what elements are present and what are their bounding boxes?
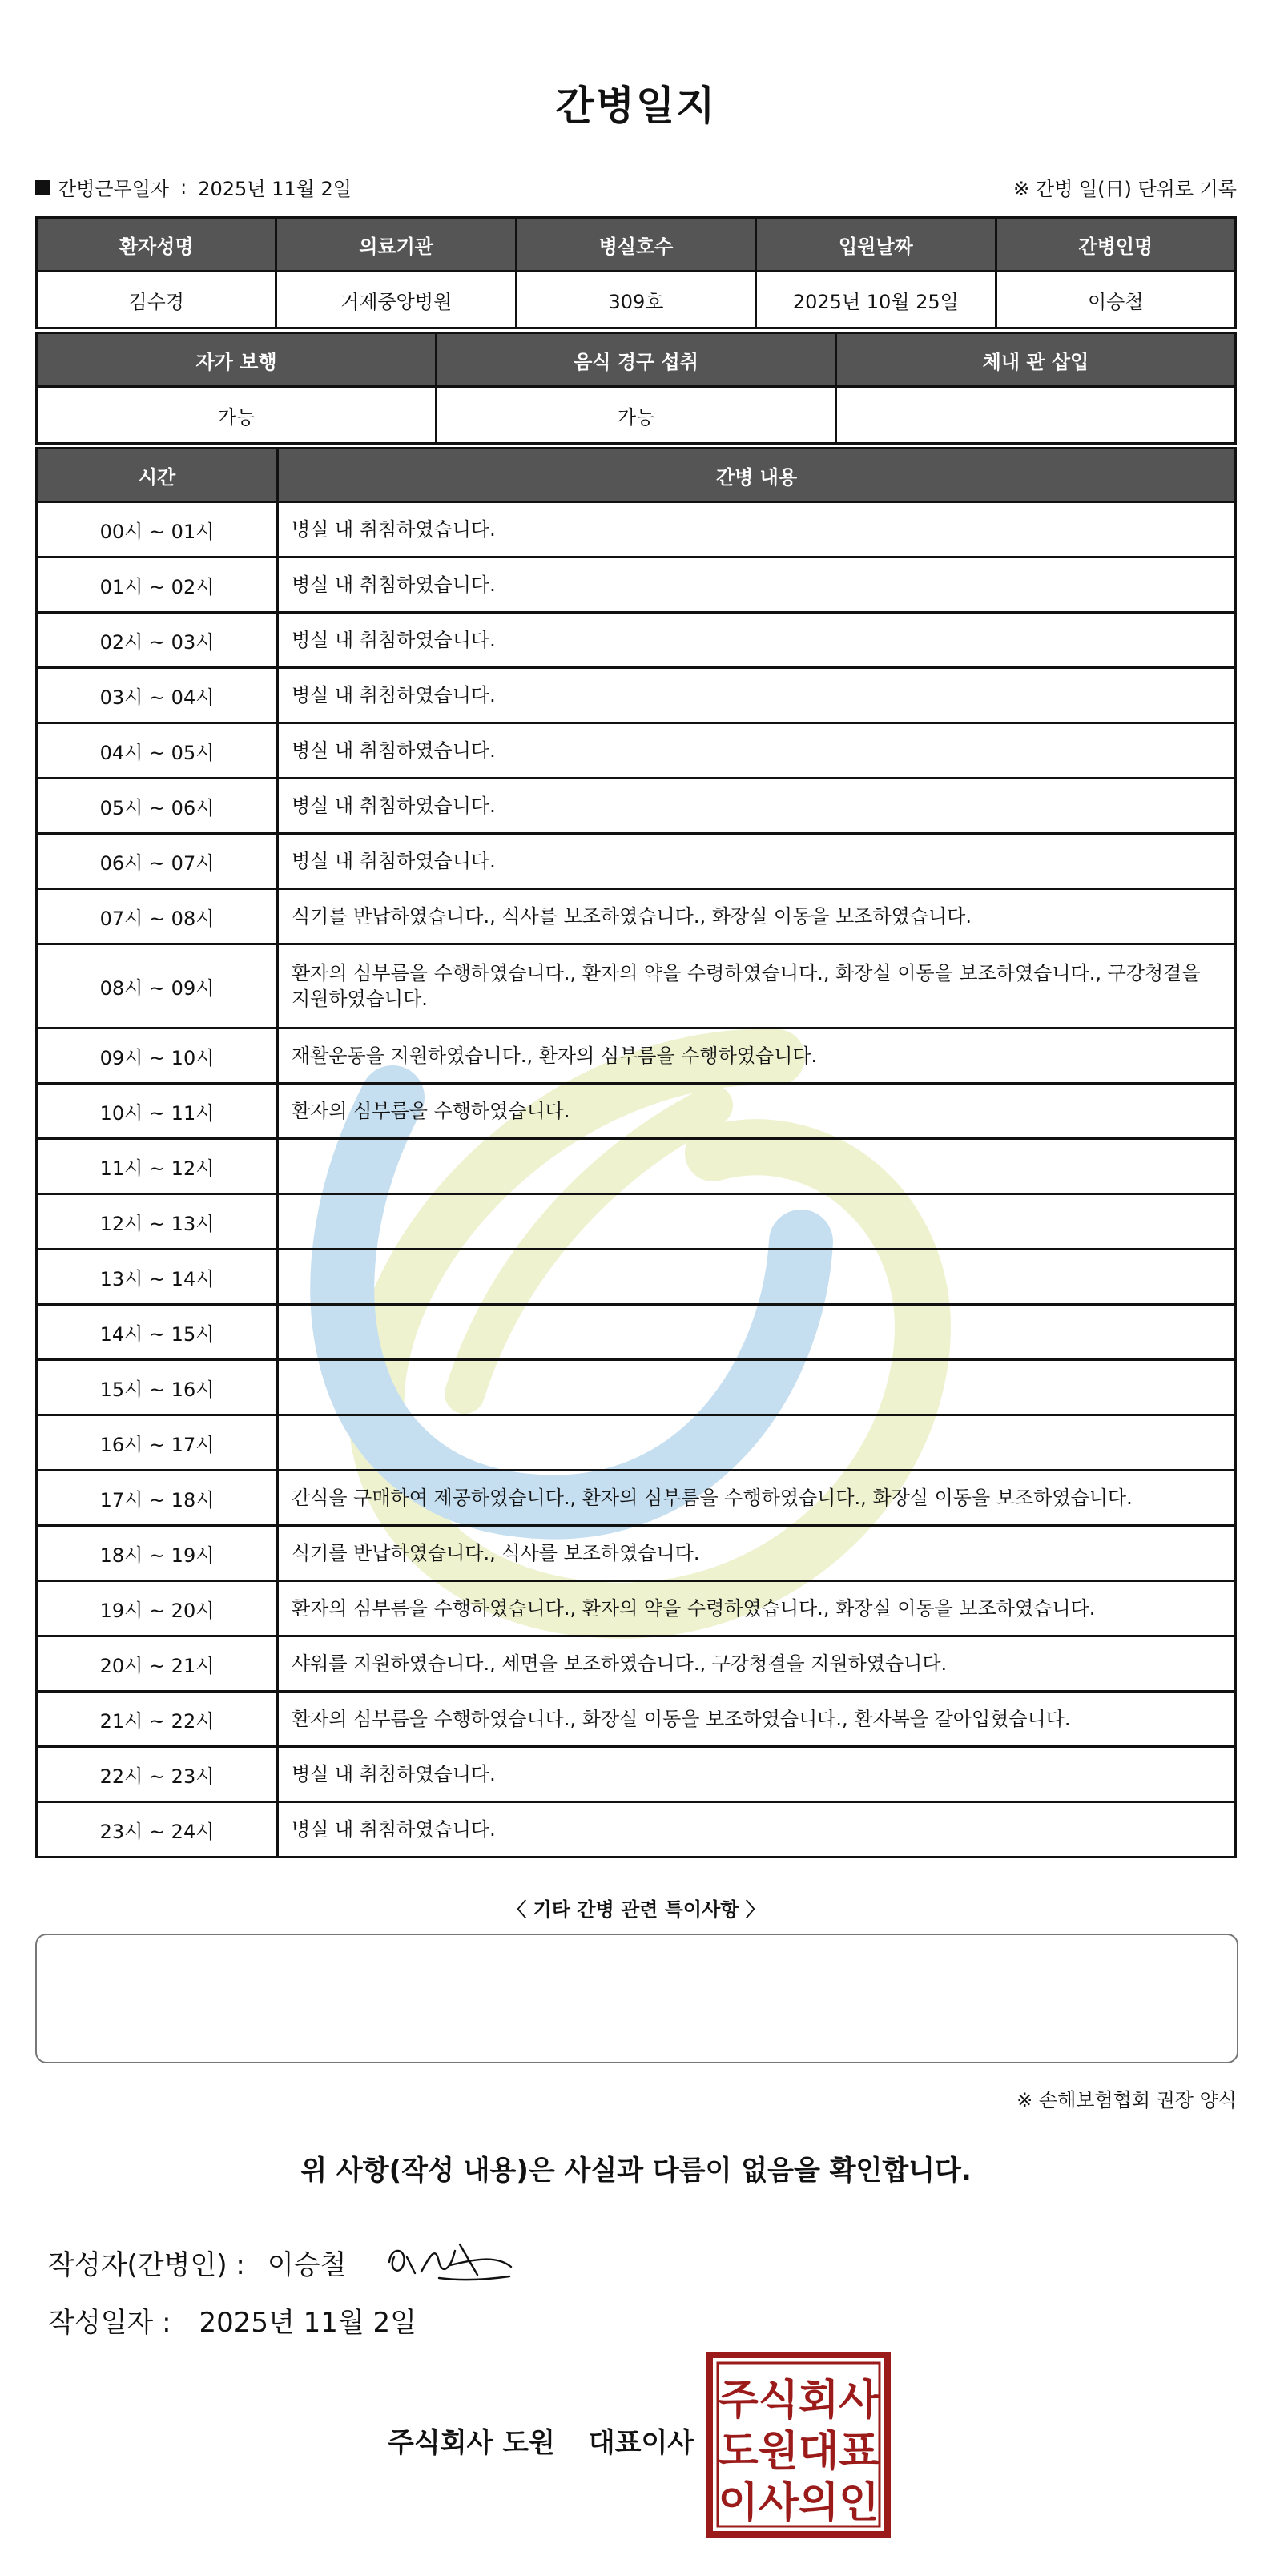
table-row xyxy=(37,1471,1236,1526)
time-cell: 06시 ~ 07시 xyxy=(37,834,278,889)
writer-name: 이승철 xyxy=(267,2248,347,2281)
time-cell: 02시 ~ 03시 xyxy=(37,613,278,668)
header-care-content: 간병 내용 xyxy=(278,449,1236,502)
header-time: 시간 xyxy=(37,449,278,502)
oral-intake-value: 가능 xyxy=(437,387,836,444)
work-date-value: 2025년 11월 2일 xyxy=(198,178,352,200)
time-cell: 16시 ~ 17시 xyxy=(37,1415,278,1471)
header-admission-date: 입원날짜 xyxy=(756,218,996,272)
work-date-label: 간병근무일자 xyxy=(58,178,170,200)
time-cell: 17시 ~ 18시 xyxy=(37,1471,278,1526)
self-walking-value: 가능 xyxy=(37,387,437,444)
table-row xyxy=(37,1802,1236,1858)
time-cell: 00시 ~ 01시 xyxy=(37,502,278,557)
content-text: 병실 내 취침하였습니다. xyxy=(292,518,496,541)
table-row xyxy=(37,613,1236,668)
patient-info-table xyxy=(35,216,1237,329)
content-cell xyxy=(278,723,1236,779)
table-row xyxy=(37,557,1236,613)
content-text: 병실 내 취침하였습니다. xyxy=(292,739,496,762)
time-cell: 11시 ~ 12시 xyxy=(37,1139,278,1194)
content-text: 식기를 반납하였습니다., 식사를 보조하였습니다. xyxy=(292,1542,700,1564)
content-text: 환자의 심부름을 수행하였습니다., 환자의 약을 수령하였습니다., 화장실 이동을 보조하였습니다., 구강청결을 지원하였습니다. xyxy=(292,962,1201,1010)
content-cell xyxy=(278,1139,1236,1194)
time-cell: 22시 ~ 23시 xyxy=(37,1747,278,1802)
time-cell: 23시 ~ 24시 xyxy=(37,1802,278,1858)
table-row xyxy=(37,1028,1236,1084)
header-hospital: 의료기관 xyxy=(276,218,516,272)
writer-row xyxy=(48,2230,519,2294)
hospital-name: 거제중앙병원 xyxy=(276,272,516,328)
unit-note: ※ 간병 일(日) 단위로 기록 xyxy=(1013,178,1237,200)
time-cell: 08시 ~ 09시 xyxy=(37,944,278,1028)
written-date-label: 작성일자 : xyxy=(48,2307,171,2339)
time-cell: 14시 ~ 15시 xyxy=(37,1305,278,1360)
work-date-row xyxy=(35,173,352,201)
company-name: 주식회사 도원 xyxy=(388,2427,555,2459)
time-cell: 12시 ~ 13시 xyxy=(37,1194,278,1250)
content-text: 병실 내 취침하였습니다. xyxy=(292,850,496,872)
confirmation-statement: 위 사항(작성 내용)은 사실과 다름이 없음을 확인합니다. xyxy=(300,2155,972,2187)
company-role: 대표이사 xyxy=(588,2427,694,2459)
time-cell: 15시 ~ 16시 xyxy=(37,1360,278,1415)
company-row xyxy=(388,2421,694,2460)
content-cell xyxy=(278,1415,1236,1471)
table-row xyxy=(37,1139,1236,1194)
table-row xyxy=(37,502,1236,557)
content-cell xyxy=(278,1471,1236,1526)
time-cell: 18시 ~ 19시 xyxy=(37,1526,278,1581)
work-date-colon: : xyxy=(180,175,187,199)
table-row xyxy=(37,1692,1236,1747)
content-cell xyxy=(278,1250,1236,1305)
table-row xyxy=(37,779,1236,834)
table-row xyxy=(37,1747,1236,1802)
content-cell xyxy=(278,1084,1236,1139)
table-row xyxy=(37,668,1236,723)
admission-date: 2025년 10월 25일 xyxy=(756,272,996,328)
caregiver-name: 이승철 xyxy=(996,272,1235,328)
notes-box xyxy=(35,1934,1238,2063)
room-number: 309호 xyxy=(516,272,755,328)
table-row xyxy=(37,1194,1236,1250)
patient-ability-table xyxy=(35,332,1237,445)
written-date-value: 2025년 11월 2일 xyxy=(199,2307,417,2339)
writer-label: 작성자(간병인) : xyxy=(48,2248,245,2281)
content-text: 병실 내 취침하였습니다. xyxy=(292,795,496,817)
time-cell: 10시 ~ 11시 xyxy=(37,1084,278,1139)
content-text: 환자의 심부름을 수행하였습니다., 화장실 이동을 보조하였습니다., 환자복을 갈아입혔습니다. xyxy=(292,1708,1071,1730)
content-cell xyxy=(278,779,1236,834)
content-cell xyxy=(278,1747,1236,1802)
table-row xyxy=(37,944,1236,1028)
content-cell xyxy=(278,668,1236,723)
log-header-row xyxy=(37,449,1236,502)
content-text: 병실 내 취침하였습니다. xyxy=(292,1763,496,1785)
time-cell: 01시 ~ 02시 xyxy=(37,557,278,613)
content-text: 재활운동을 지원하였습니다., 환자의 심부름을 수행하였습니다. xyxy=(292,1044,818,1067)
time-cell: 07시 ~ 08시 xyxy=(37,889,278,944)
content-cell xyxy=(278,889,1236,944)
seal-line-1: 주식회사 xyxy=(718,2377,880,2425)
signature-icon xyxy=(383,2230,519,2294)
time-cell: 20시 ~ 21시 xyxy=(37,1636,278,1692)
content-text: 환자의 심부름을 수행하였습니다. xyxy=(292,1100,570,1122)
table-row xyxy=(37,1084,1236,1139)
content-text: 샤워를 지원하였습니다., 세면을 보조하였습니다., 구강청결을 지원하였습니다. xyxy=(292,1652,948,1675)
seal-line-3: 이사의인 xyxy=(718,2479,880,2527)
content-text: 병실 내 취침하였습니다. xyxy=(292,574,496,596)
content-cell xyxy=(278,1802,1236,1858)
content-cell xyxy=(278,613,1236,668)
header-patient-name: 환자성명 xyxy=(37,218,276,272)
content-cell xyxy=(278,834,1236,889)
content-cell xyxy=(278,1028,1236,1084)
ability-header-row xyxy=(37,333,1236,387)
header-self-walking: 자가 보행 xyxy=(37,333,437,387)
content-cell xyxy=(278,1194,1236,1250)
content-text: 식기를 반납하였습니다., 식사를 보조하였습니다., 화장실 이동을 보조하였습니다. xyxy=(292,905,972,928)
square-bullet-icon xyxy=(35,180,50,195)
time-cell: 13시 ~ 14시 xyxy=(37,1250,278,1305)
content-cell xyxy=(278,1636,1236,1692)
time-cell: 21시 ~ 22시 xyxy=(37,1692,278,1747)
header-room: 병실호수 xyxy=(516,218,755,272)
header-oral-intake: 음식 경구 섭취 xyxy=(437,333,836,387)
table-row xyxy=(37,1250,1236,1305)
table-row xyxy=(37,1526,1236,1581)
patient-info-value-row xyxy=(37,272,1236,328)
time-cell: 09시 ~ 10시 xyxy=(37,1028,278,1084)
table-row xyxy=(37,889,1236,944)
table-row xyxy=(37,1636,1236,1692)
patient-info-header-row xyxy=(37,218,1236,272)
content-cell xyxy=(278,557,1236,613)
time-cell: 19시 ~ 20시 xyxy=(37,1581,278,1636)
content-cell xyxy=(278,1305,1236,1360)
time-cell: 05시 ~ 06시 xyxy=(37,779,278,834)
recommend-note: ※ 손해보험협회 권장 양식 xyxy=(1016,2089,1237,2111)
content-text: 간식을 구매하여 제공하였습니다., 환자의 심부름을 수행하였습니다., 화장실 이동을 보조하였습니다. xyxy=(292,1487,1133,1509)
header-tube-insertion: 체내 관 삽입 xyxy=(836,333,1236,387)
time-cell: 03시 ~ 04시 xyxy=(37,668,278,723)
content-text: 병실 내 취침하였습니다. xyxy=(292,1818,496,1841)
table-row xyxy=(37,723,1236,779)
ability-value-row xyxy=(37,387,1236,444)
table-row xyxy=(37,1415,1236,1471)
content-cell xyxy=(278,1526,1236,1581)
table-row xyxy=(37,1581,1236,1636)
meta-row xyxy=(35,173,1237,205)
time-cell: 04시 ~ 05시 xyxy=(37,723,278,779)
care-log-table xyxy=(35,447,1237,1858)
notes-title: 〈 기타 간병 관련 특이사항 〉 xyxy=(507,1898,765,1921)
written-date-row xyxy=(48,2300,417,2340)
table-row xyxy=(37,1360,1236,1415)
document-title: 간병일지 xyxy=(555,83,717,129)
tube-insertion-value xyxy=(836,387,1236,444)
table-row xyxy=(37,834,1236,889)
content-cell xyxy=(278,1692,1236,1747)
patient-name: 김수경 xyxy=(37,272,276,328)
seal-line-2: 도원대표 xyxy=(718,2428,880,2476)
company-seal-icon xyxy=(706,2352,891,2538)
content-cell xyxy=(278,1360,1236,1415)
content-cell xyxy=(278,944,1236,1028)
content-text: 병실 내 취침하였습니다. xyxy=(292,684,496,706)
content-text: 병실 내 취침하였습니다. xyxy=(292,629,496,651)
content-text: 환자의 심부름을 수행하였습니다., 환자의 약을 수령하였습니다., 화장실 이동을 보조하였습니다. xyxy=(292,1597,1096,1620)
content-cell xyxy=(278,502,1236,557)
table-row xyxy=(37,1305,1236,1360)
header-caregiver: 간병인명 xyxy=(996,218,1235,272)
content-cell xyxy=(278,1581,1236,1636)
